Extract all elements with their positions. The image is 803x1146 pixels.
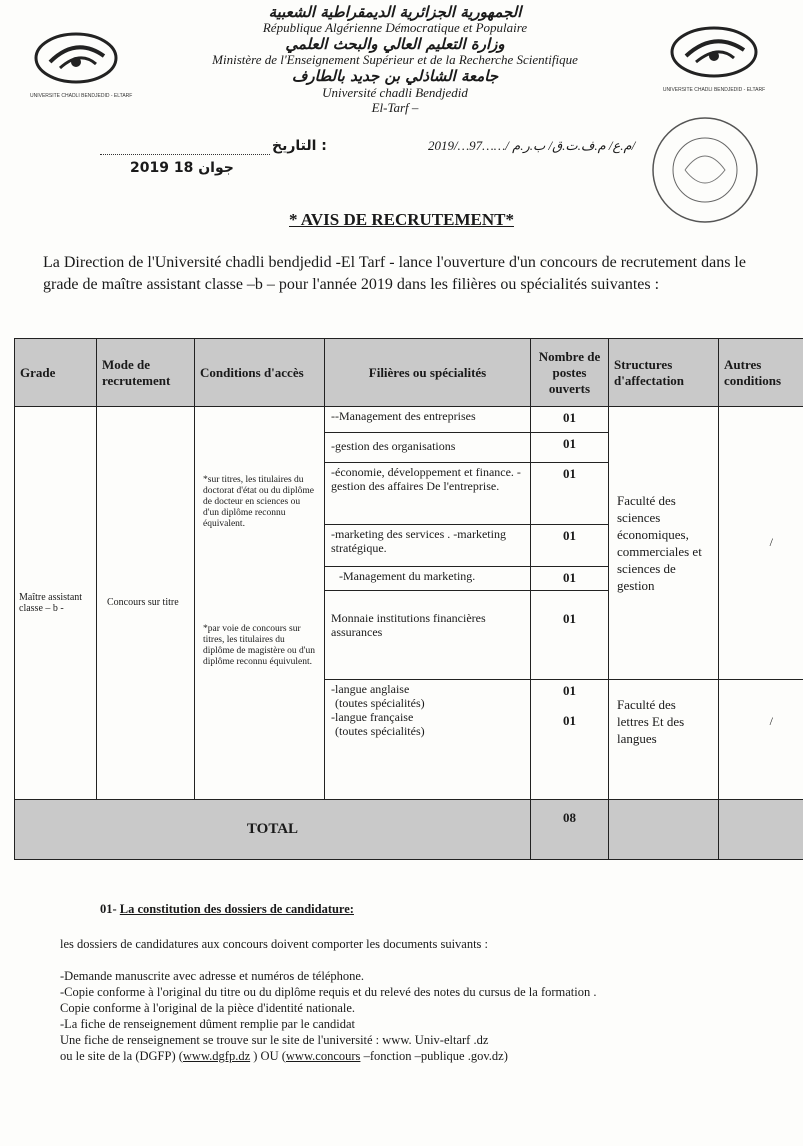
structure-cell-lettres (609, 679, 719, 799)
dgfp-link[interactable]: www.dgfp.dz (182, 1049, 251, 1063)
mode-cell (97, 407, 195, 800)
conditions-cell (195, 407, 325, 800)
langue-francaise: -langue française (331, 709, 414, 724)
postes-cell-langues (531, 679, 609, 799)
section-number: 01- (100, 902, 117, 916)
col-header-autres: Autres conditions (719, 339, 803, 407)
logo-emblem-icon (30, 28, 122, 88)
langue-anglaise: -langue anglaise (331, 681, 410, 696)
filiere-cell: -Management du marketing. (325, 567, 531, 591)
col-header-grade: Grade (15, 339, 97, 407)
filiere-cell: Monnaie institutions financières assurances (325, 591, 531, 679)
university-logo-right (662, 22, 766, 94)
websites-mid: ) OU ( (250, 1049, 286, 1063)
postes-cell: 01 (531, 407, 609, 433)
postes-cell: 01 (531, 525, 609, 567)
logo-emblem-icon (662, 22, 766, 82)
total-empty-cell (719, 799, 803, 859)
list-item: Copie conforme à l'original de la pièce d'identité nationale. (60, 1001, 356, 1015)
faculty-economics: Faculté des sciences économiques, commerciales et sciences de gestion (617, 492, 702, 593)
header-arabic-university: جامعة الشاذلي بن جديد بالطارف (291, 67, 499, 86)
websites-prefix: ou le site de la (DGFP) ( (60, 1049, 183, 1063)
recruitment-table (14, 338, 803, 860)
list-item: Une fiche de renseignement se trouve sur le site de l'université : www. Univ-eltarf .dz (60, 1033, 489, 1047)
mode-text: Concours sur titre (107, 597, 179, 609)
autres-cell: / (719, 407, 803, 679)
section-title-text: La constitution des dossiers de candidature: (119, 902, 354, 916)
list-item-websites (60, 1048, 780, 1064)
institution-header (200, 4, 590, 116)
col-header-mode: Mode de recrutement (97, 339, 195, 407)
col-header-conditions: Conditions d'accès (195, 339, 325, 407)
page-title-text: * AVIS DE RECRUTEMENT* (289, 210, 514, 229)
table-header-row (15, 339, 803, 407)
section-title (100, 902, 354, 917)
date-handwritten: 2019 جوان 18 (130, 160, 234, 176)
condition-doctorat: *sur titres, les titulaires du doctorat d'état ou du diplôme de docteur en sciences ou d'un diplôme reconnu équivalent. (203, 475, 314, 530)
filiere-cell: -économie, développement et finance. -gestion des affaires De l'entreprise. (325, 463, 531, 525)
langue-anglaise-sub: (toutes spécialités) (335, 695, 425, 710)
date-dotted-line (100, 140, 270, 155)
documents-list (60, 968, 780, 1064)
langue-francaise-sub: (toutes spécialités) (335, 723, 425, 738)
header-ministry: Ministère de l'Enseignement Supérieur et de la Recherche Scientifique (212, 52, 578, 68)
total-label: TOTAL (15, 799, 531, 859)
col-header-nombre: Nombre de postes ouverts (531, 339, 609, 407)
filiere-cell: -gestion des organisations (325, 433, 531, 463)
total-value: 08 (531, 799, 609, 859)
header-arabic-republic: الجمهورية الجزائرية الديمقراطية الشعبية (268, 3, 522, 21)
list-item: -Copie conforme à l'original du titre ou du diplôme requis et du relevé des notes du cursus de la formation . (60, 985, 597, 999)
logo-caption: UNIVERSITE CHADLI BENDJEDID - ELTARF (662, 87, 766, 93)
date-label-arabic: التاريخ : (272, 138, 327, 154)
postes-cell: 01 (531, 433, 609, 463)
postes-francaise: 01 (563, 712, 576, 728)
page-title (0, 210, 803, 230)
faculty-letters: Faculté des lettres Et des langues (617, 696, 685, 746)
grade-cell (15, 407, 97, 800)
autres-cell: / (719, 679, 803, 799)
grade-text: Maître assistant classe – b - (19, 591, 83, 614)
header-republic: République Algérienne Démocratique et Populaire (262, 20, 528, 36)
filiere-cell-langues (325, 679, 531, 799)
reference-number: 2019/…97……/ م.ع/ م.ف.ت.ق/ ب.ر.م/ (428, 138, 636, 153)
websites-suffix: –fonction –publique .gov.dz) (360, 1049, 508, 1063)
filiere-cell: -marketing des services . -marketing stratégique. (325, 525, 531, 567)
list-item: -Demande manuscrite avec adresse et numéros de téléphone. (60, 969, 365, 983)
university-logo-left (30, 28, 133, 100)
logo-caption: UNIVERSITE CHADLI BENDJEDID - ELTARF (30, 93, 133, 99)
concours-link[interactable]: www.concours (285, 1049, 361, 1063)
section-lead: les dossiers de candidatures aux concours doivent comporter les documents suivants : (60, 937, 489, 951)
postes-cell: 01 (531, 591, 609, 679)
structure-cell-eco (609, 407, 719, 679)
col-header-structures: Structures d'affectation (609, 339, 719, 407)
postes-anglaise: 01 (563, 682, 576, 698)
table-row (15, 407, 803, 433)
filiere-cell: --Management des entreprises (325, 407, 531, 433)
postes-cell: 01 (531, 567, 609, 591)
total-row (15, 799, 803, 859)
header-city: El-Tarf – (371, 99, 419, 115)
total-empty-cell (609, 799, 719, 859)
col-header-filieres: Filières ou spécialités (325, 339, 531, 407)
header-arabic-ministry: وزارة التعليم العالي والبحث العلمي (285, 35, 505, 54)
list-item: -La fiche de renseignement dûment remplie par le candidat (60, 1017, 356, 1031)
header-university: Université chadli Bendjedid (322, 84, 468, 100)
condition-magistere: *par voie de concours sur titres, les titulaires du diplôme de magistère ou d'un diplôme reconnu équivulent. (203, 624, 315, 668)
intro-paragraph: La Direction de l'Université chadli bendjedid -El Tarf - lance l'ouverture d'un concours de recrutement dans le grade de maître assistant classe –b – pour l'année 2019 dans les filières ou spécialités suivantes : (43, 254, 746, 293)
postes-cell: 01 (531, 463, 609, 525)
